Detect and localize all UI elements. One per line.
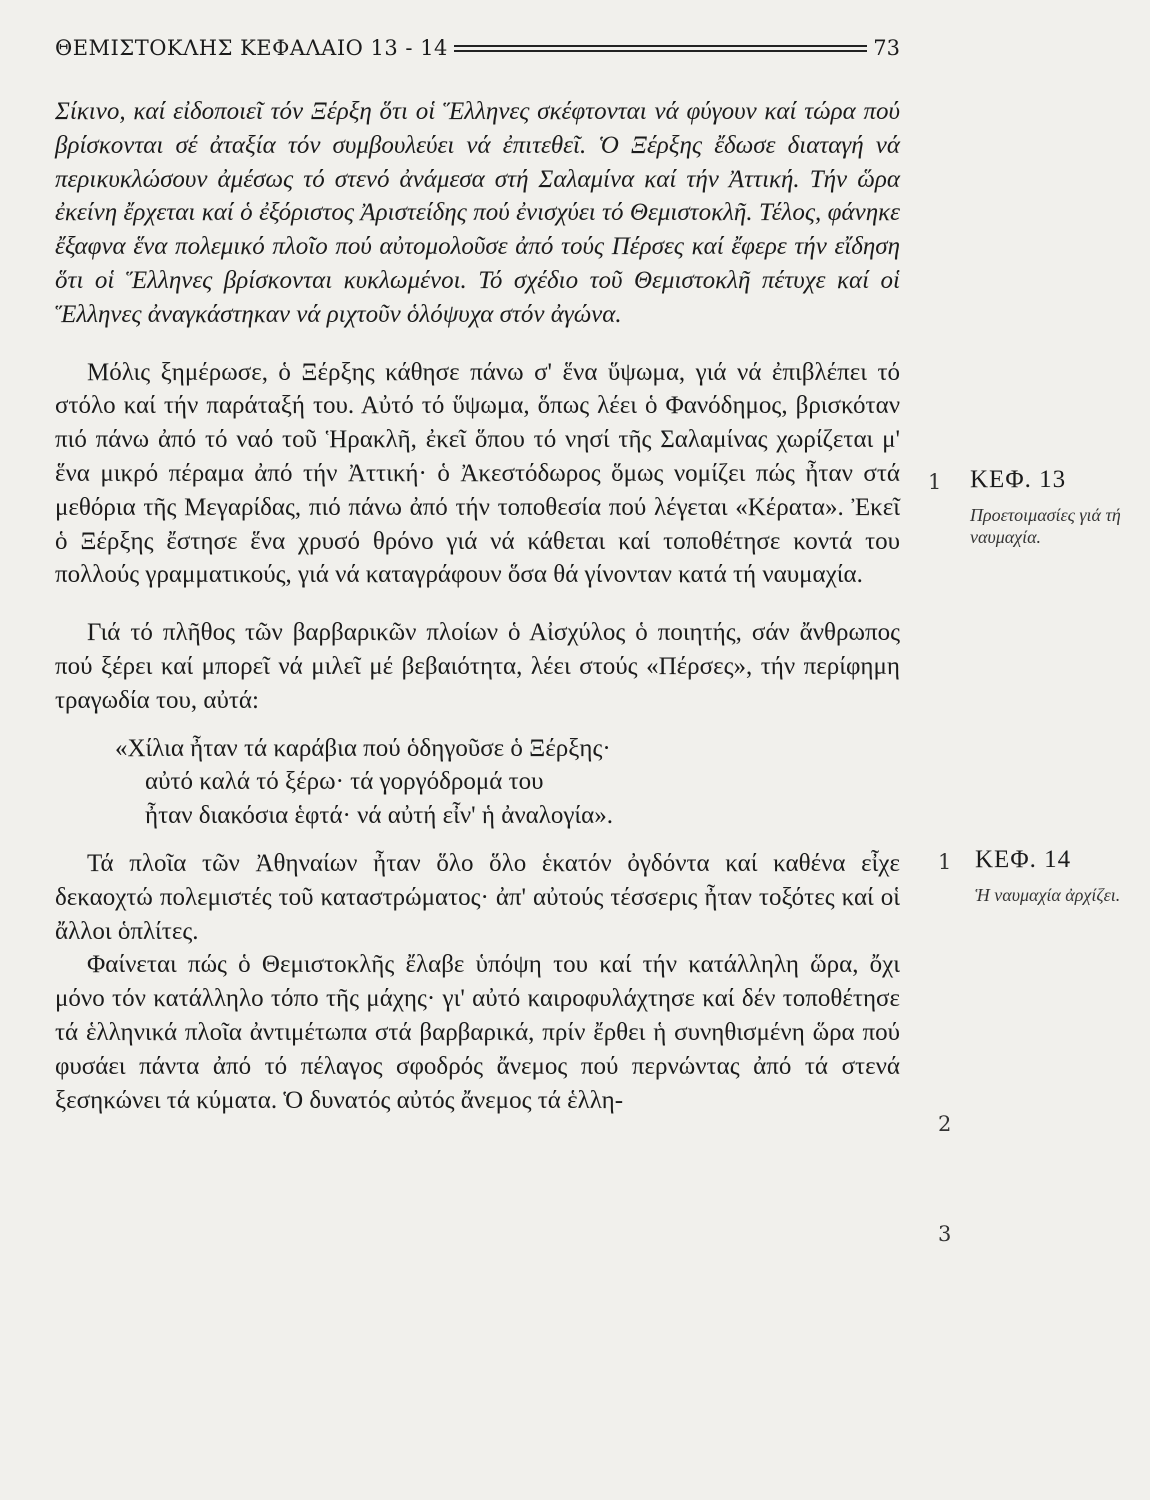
verse-line-2: αὐτό καλά τό ξέρω· τά γοργόδρομά του [145,768,544,796]
margin-ref-number: 2 [938,1112,952,1136]
margin-note-kef-13 [970,466,1130,548]
verse-line-1: «Χίλια ἦταν τά καράβια πού ὁδηγοῦσε ὁ Ξέρξης· [115,734,611,762]
paragraph-3: Γιά τό πλῆθος τῶν βαρβαρικῶν πλοίων ὁ Αἰσχύλος ὁ ποιητής, σάν ἄνθρωπος πού ξέρει καί μπορεῖ νά μιλεῖ μέ βεβαιότητα, λέει στούς «Πέρσες», τήν περίφημη τραγωδία του, αὐτά: [55,619,900,714]
margin-ref-number: 1 [938,850,952,874]
running-header [55,33,900,63]
paragraph-1: Σίκινο, καί εἰδοποιεῖ τόν Ξέρξη ὅτι οἱ Ἕλληνες σκέφτονται νά φύγουν καί τώρα πού βρίσκονται σέ ἀταξία τόν συμβουλεύει νά ἐπιτεθεῖ. Ὁ Ξέρξης ἔδωσε διαταγή νά περικυκλώσουν ἀμέσως τό στενό ἀνάμεσα στή Σαλαμίνα καί τήν Ἀττική. Τήν ὥρα ἐκείνη ἔρχεται καί ὁ ἐξόριστος Ἀριστείδης πού ἐνισχύει τό Θεμιστοκλῆ. Τέλος, φάνηκε ἔξαφνα ἕνα πολεμικό πλοῖο πού αὐτομολοῦσε ἀπό τούς Πέρσες καί ἔφερε τήν εἴδηση ὅτι οἱ Ἕλληνες βρίσκονται κυκλωμένοι. Τό σχέδιο τοῦ Θεμιστοκλῆ πέτυχε καί οἱ Ἕλληνες ἀναγκάστηκαν νά ριχτοῦν ὁλόψυχα στόν ἀγώνα. [55,98,900,328]
margin-ref-number: 3 [938,1222,952,1246]
chapter-summary: Ἡ ναυμαχία ἀρχίζει. [975,885,1121,905]
body-text [55,95,900,1117]
header-rule [454,45,867,52]
margin-ref-number: 1 [928,470,942,494]
page-number: 73 [873,36,900,60]
verse-quote [115,732,900,833]
verse-line-3: ἦταν διακόσια ἑφτά· νά αὐτή εἶν' ἡ ἀναλογία». [145,802,613,830]
margin-note-kef-14 [975,846,1125,906]
paragraph-5: Φαίνεται πώς ὁ Θεμιστοκλῆς ἔλαβε ὑπόψη του καί τήν κατάλληλη ὥρα, ὄχι μόνο τόν κατάλληλο τόπο τῆς μάχης· γι' αὐτό καιροφυλάχτησε καί δέν τοποθέτησε τά ἑλληνικά πλοῖα ἀντιμέτωπα στά βαρβαρικά, πρίν ἔρθει ἡ συνηθισμένη ὥρα πού φυσάει πάντα ἀπό τό πέλαγος σφοδρός ἄνεμος πού περνώντας ἀπό τά στενά ξεσηκώνει τά κύματα. Ὁ δυνατός αὐτός ἄνεμος τά ἑλλη- [55,951,900,1114]
paragraph-2: Μόλις ξημέρωσε, ὁ Ξέρξης κάθησε πάνω σ' ἕνα ὕψωμα, γιά νά ἐπιβλέπει τό στόλο καί τήν παράταξή του. Αὐτό τό ὕψωμα, ὅπως λέει ὁ Φανόδημος, βρισκόταν πιό πάνω ἀπό τό ναό τοῦ Ἡρακλῆ, ἐκεῖ ὅπου τό νησί τῆς Σαλαμίνας χωρίζεται μ' ἕνα μικρό πέραμα ἀπό τήν Ἀττική· ὁ Ἀκεστόδωρος ὅμως νομίζει πώς ἦταν στά μεθόρια τῆς Μεγαρίδας, πιό πάνω ἀπό τήν τοποθεσία πού λέγεται «Κέρατα». Ἐκεῖ ὁ Ξέρξης ἔστησε ἕνα χρυσό θρόνο γιά νά κάθεται καί τοποθέτησε κοντά του πολλούς γραμματικούς, γιά νά καταγράφουν ὅσα θά γίνονταν κατά τή ναυμαχία. [55,358,900,589]
chapter-summary: Προετοιμασίες γιά τή ναυμαχία. [970,505,1121,547]
chapter-label: ΚΕΦ. 13 [970,466,1067,493]
chapter-label: ΚΕΦ. 14 [975,846,1072,873]
paragraph-4: Τά πλοῖα τῶν Ἀθηναίων ἦταν ὅλο ὅλο ἑκατόν ὀγδόντα καί καθένα εἶχε δεκαοχτώ πολεμιστές τοῦ καταστρώματος· ἀπ' αὐτούς τέσσερις ἦταν τοξότες καί οἱ ἄλλοι ὁπλίτες. [55,849,900,945]
running-head: ΘΕΜΙΣΤΟΚΛΗΣ ΚΕΦΑΛΑΙΟ 13 - 14 [55,36,448,60]
